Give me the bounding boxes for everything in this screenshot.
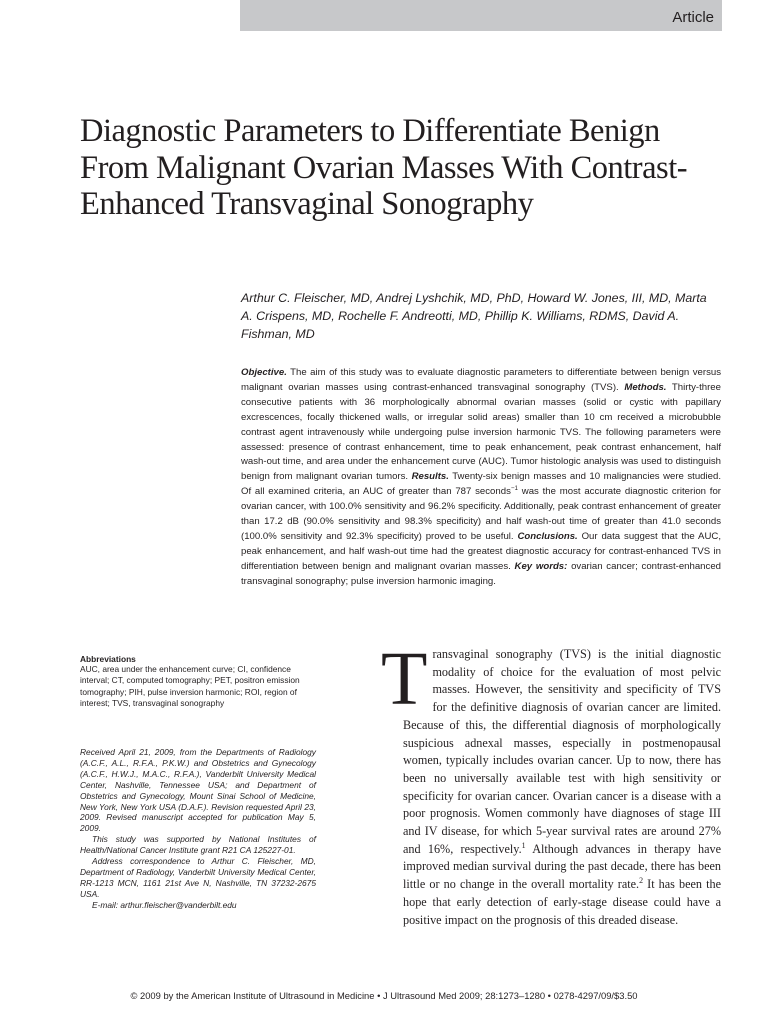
methods-label: Methods. — [624, 381, 667, 393]
abbreviations-text: AUC, area under the enhancement curve; CI, confidence interval; CT, computed tomography; PET, positron emission tomography; PIH, pulse inversion harmonic; ROI, region of interest; TVS, transvaginal sonography — [80, 664, 300, 708]
correspondence-note: Address correspondence to Arthur C. Fleischer, MD, Department of Radiology, Vanderbilt University Medical Center, RR-1213 MCN, 1161 21st Ave N, Nashville, TN 37232-2675 USA. — [80, 856, 316, 899]
keywords-label: Key words: — [514, 560, 568, 572]
results-label: Results. — [411, 471, 449, 483]
article-section-label: Article — [672, 9, 714, 26]
conclusions-label: Conclusions. — [517, 530, 578, 542]
body-paragraph — [381, 637, 722, 929]
drop-cap: T — [381, 637, 428, 721]
reference-1: 1 — [521, 840, 526, 850]
page-footer: © 2009 by the American Institute of Ultrasound in Medicine • J Ultrasound Med 2009; 28:1273–1280 • 0278-4297/09/$3.50 — [130, 990, 638, 1001]
results-text-continued: was the most accurate diagnostic criterion for ovarian cancer, with 100.0% sensitivity and 96.2% specificity. Additionally, peak contrast enhancement of greater than 17.2 dB (90.0% sensitivity and 98.3% specificity) and half wash-out time of greater than 41.0 seconds (100.0% sensitivity and 92.3% specificity) proved to be useful. — [241, 486, 721, 542]
email-note: E-mail: arthur.fleischer@vanderbilt.edu — [92, 899, 237, 910]
results-text: Twenty-six benign masses and 10 malignancies were studied. Of all examined criteria, an AUC of greater than 787 seconds — [241, 471, 721, 498]
funding-note: This study was supported by National Institutes of Health/National Cancer Institute grant R21 CA 125227-01. — [80, 834, 316, 856]
reference-2: 2 — [639, 876, 644, 886]
objective-text: The aim of this study was to evaluate diagnostic parameters to differentiate between benign versus malignant ovarian masses using contrast-enhanced transvaginal sonography (TVS). — [241, 367, 721, 393]
objective-label: Objective. — [241, 367, 287, 378]
abstract — [241, 366, 721, 590]
article-header-bar — [240, 0, 722, 31]
body-text-3: It has been the hope that early detection of early-stage disease could have a positive impact on the prognosis of this dreaded disease. — [403, 877, 721, 927]
body-text-1: ransvaginal sonography (TVS) is the initial diagnostic modality of choice for the evaluation of most pelvic masses. However, the sensitivity and specificity of TVS for the definitive diagnosis of ovarian cancer are limited. Because of this, the differential diagnosis of morphologically suspicious adnexal masses, especially in postmenopausal women, typically includes ovarian cancer. Up to now, there has been no universally available test with high sensitivity or specificity for ovarian cancer. Ovarian cancer is a disease with a poor prognosis. Women commonly have diagnoses of stage III and IV disease, for which 5-year survival rates are around 27% and 16%, respectively. — [403, 647, 721, 856]
author-list: Arthur C. Fleischer, MD, Andrej Lyshchik, MD, PhD, Howard W. Jones, III, MD, Marta A. Crispens, MD, Rochelle F. Andreotti, MD, Phillip K. Williams, RDMS, David A. Fishman, MD — [241, 291, 707, 341]
methods-text: Thirty-three consecutive patients with 36 morphologically abnormal ovarian masses (solid or cystic with papillary excrescences, focally thickened walls, or irregular solid areas) smaller than 10 cm received a microbubble contrast agent intravenously while undergoing pulse inversion harmonic TVS. The following parameters were assessed: presence of contrast enhancement, time to peak enhancement, peak contrast enhancement, half wash-out time, and area under the enhancement curve (AUC). Tumor histologic analysis was used to distinguish benign from malignant ovarian tumors. — [241, 381, 721, 483]
article-info — [80, 747, 316, 911]
conclusions-text: Our data suggest that the AUC, peak enhancement, and half wash-out time had the greatest diagnostic accuracy for contrast-enhanced TVS in differentiation between benign and malignant ovarian masses. — [241, 530, 721, 572]
received-note: Received April 21, 2009, from the Departments of Radiology (A.C.F., A.L., R.F.A., P.K.W.) and Obstetrics and Gynecology (A.C.F., H.W.J., M.A.C., R.F.A.), Vanderbilt University Medical Center, Nashville, Tennessee USA; and Department of Obstetrics and Gynecology, Mount Sinai School of Medicine, New York, New York USA (D.A.F.). Revision requested April 23, 2009. Revised manuscript accepted for publication May 5, 2009. — [80, 747, 316, 834]
abbreviations-heading: Abbreviations — [80, 654, 136, 664]
results-superscript: −1 — [510, 485, 518, 493]
article-title: Diagnostic Parameters to Differentiate Benign From Malignant Ovarian Masses With Contrast-Enhanced Transvaginal Sonography — [80, 113, 688, 222]
keywords-text: ovarian cancer; contrast-enhanced transvaginal sonography; pulse inversion harmonic imaging. — [241, 560, 721, 587]
body-text-2: Although advances in therapy have improved median survival during the past decade, there has been little or no change in the overall mortality rate. — [403, 841, 722, 892]
